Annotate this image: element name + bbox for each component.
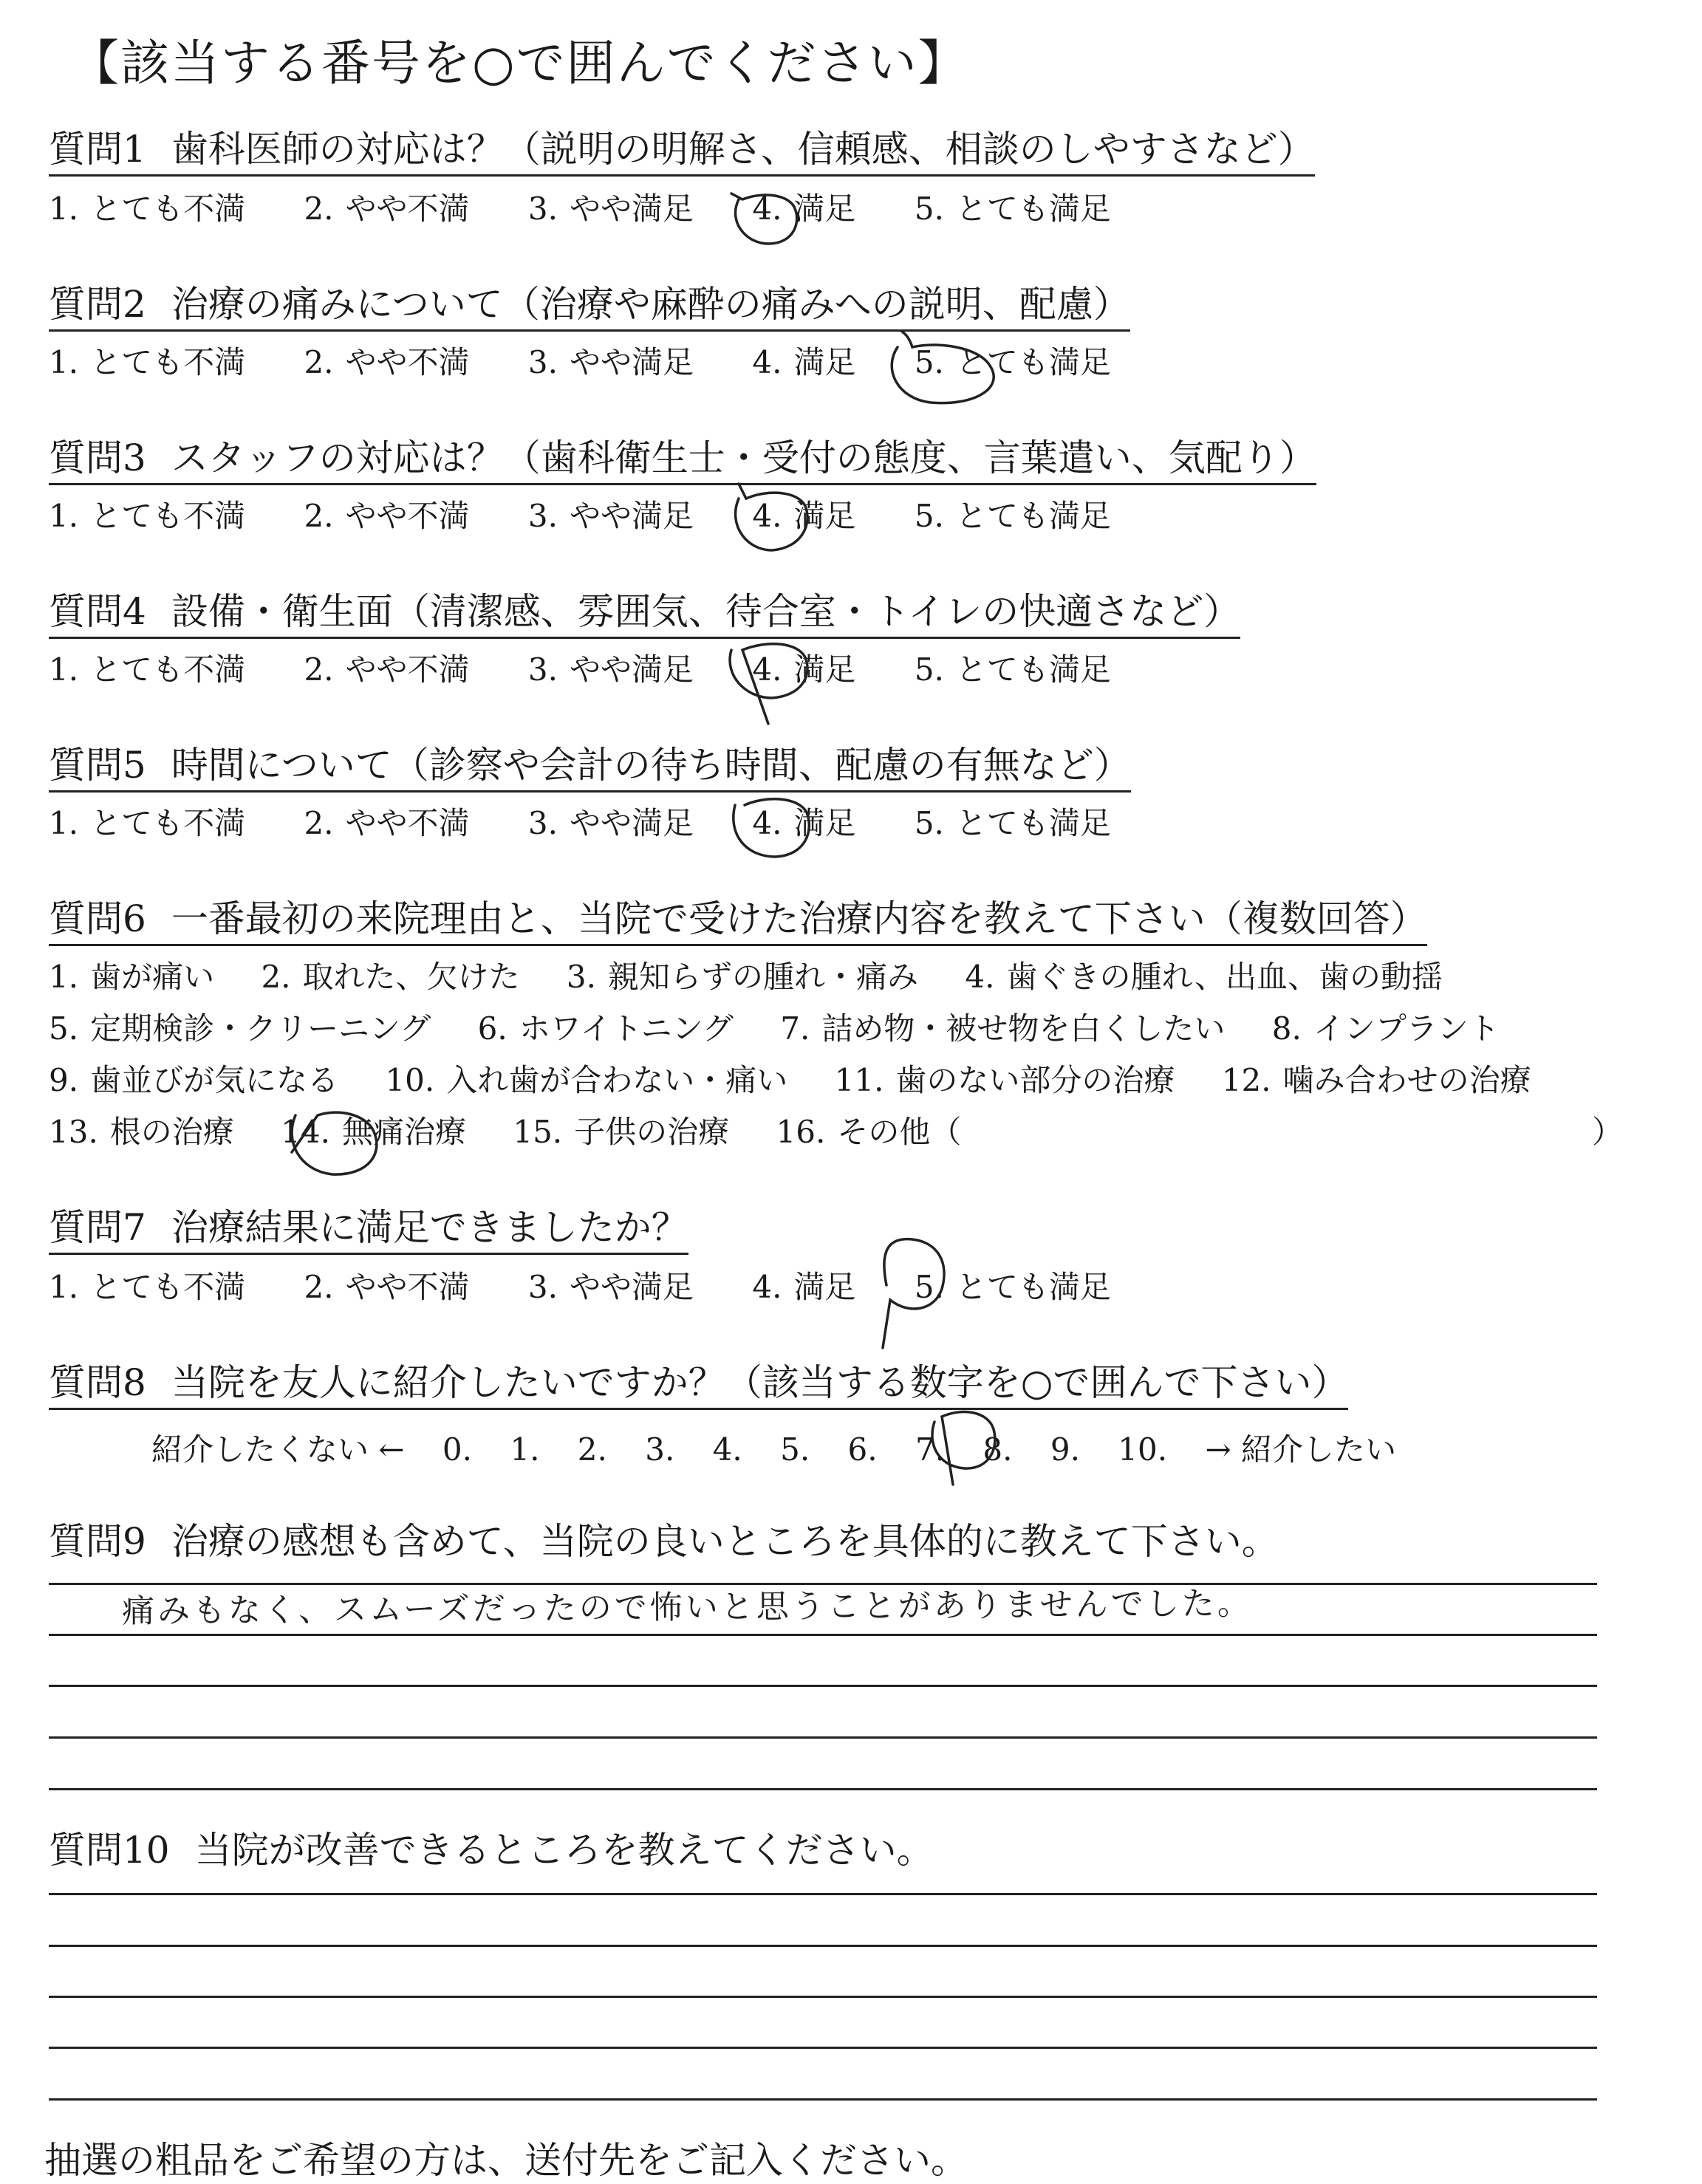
option-selected[interactable]: 4. 満足: [752, 191, 856, 227]
option[interactable]: 2. やや不満: [304, 498, 470, 534]
option[interactable]: 1. とても不満: [49, 344, 246, 380]
option[interactable]: 2. やや不満: [304, 805, 470, 841]
question-number: 質問6: [49, 897, 146, 940]
question-2-options: [49, 344, 1160, 380]
answer-line[interactable]: [49, 1945, 1597, 1947]
option[interactable]: 5. とても満足: [914, 191, 1111, 227]
question-number: 質問3: [49, 437, 146, 479]
answer-line[interactable]: [49, 2047, 1597, 2049]
option[interactable]: 6. ホワイトニング: [477, 1010, 734, 1047]
option-other[interactable]: 16. その他（: [776, 1114, 962, 1150]
answer-line[interactable]: [49, 1736, 1597, 1739]
handwritten-answer: 痛みもなく、スムーズだったので怖いと思うことがありませんでした。: [121, 1584, 1253, 1631]
option-selected[interactable]: 5. とても満足: [914, 1269, 1111, 1305]
option[interactable]: 4. 満足: [752, 1269, 856, 1305]
option[interactable]: 2. 取れた、欠けた: [261, 959, 520, 995]
scale-option[interactable]: 1.: [510, 1431, 540, 1468]
question-number: 質問4: [49, 590, 146, 633]
option[interactable]: 1. とても不満: [49, 1269, 246, 1305]
question-text: 当院が改善できるところを教えてください。: [194, 1829, 934, 1872]
option[interactable]: 5. とても満足: [914, 651, 1111, 688]
answer-line[interactable]: [49, 1996, 1597, 1998]
option[interactable]: 7. 詰め物・被せ物を白くしたい: [780, 1010, 1226, 1047]
question-5-options: [49, 805, 1160, 841]
question-6-options-row-3: [49, 1062, 1568, 1098]
option[interactable]: 15. 子供の治療: [513, 1114, 730, 1150]
scale-option[interactable]: 4.: [712, 1431, 742, 1468]
other-close-paren: ）: [1592, 1114, 1624, 1150]
option[interactable]: 3. やや満足: [527, 344, 694, 380]
question-number: 質問9: [49, 1520, 146, 1563]
question-5-heading: [49, 745, 1131, 793]
option[interactable]: 4. 満足: [752, 344, 856, 380]
question-1-options: [49, 191, 1160, 227]
scale-option[interactable]: 10.: [1118, 1431, 1168, 1468]
question-text: 治療の感想も含めて、当院の良いところを具体的に教えて下さい。: [171, 1520, 1279, 1563]
question-text: 時間について（診察や会計の待ち時間、配慮の有無など）: [171, 744, 1131, 787]
option[interactable]: 13. 根の治療: [49, 1114, 234, 1150]
option[interactable]: 12. 噛み合わせの治療: [1221, 1062, 1531, 1098]
option[interactable]: 1. とても不満: [49, 805, 246, 841]
footer-note: 抽選の粗品をご希望の方は、送付先をご記入ください。: [44, 2139, 968, 2182]
question-number: 質問10: [49, 1829, 170, 1872]
scale-option[interactable]: 0.: [442, 1431, 472, 1468]
option[interactable]: 2. やや不満: [304, 344, 470, 380]
question-text: 一番最初の来院理由と、当院で受けた治療内容を教えて下さい（複数回答）: [171, 897, 1427, 940]
scale-option[interactable]: 2.: [577, 1431, 607, 1468]
question-6-heading: [49, 899, 1427, 946]
question-text: 治療結果に満足できましたか？: [171, 1206, 688, 1249]
option[interactable]: 3. やや満足: [527, 191, 694, 227]
page-title: 【該当する番号を○で囲んでください】: [70, 35, 968, 92]
answer-line[interactable]: [49, 1893, 1597, 1895]
question-text: 治療の痛みについて（治療や麻酔の痛みへの説明、配慮）: [171, 283, 1130, 326]
option[interactable]: 3. やや満足: [527, 651, 694, 688]
answer-line[interactable]: [49, 1685, 1597, 1687]
question-number: 質問7: [49, 1206, 146, 1249]
option[interactable]: 2. やや不満: [304, 1269, 470, 1305]
option[interactable]: 3. やや満足: [527, 1269, 694, 1305]
question-6-options-row-2: [49, 1010, 1537, 1047]
option[interactable]: 5. とても満足: [914, 498, 1111, 534]
option[interactable]: 9. 歯並びが気になる: [49, 1062, 339, 1098]
option[interactable]: 11. 歯のない部分の治療: [834, 1062, 1175, 1098]
scale-option[interactable]: 3.: [645, 1431, 675, 1468]
question-6-options-row-1: [49, 959, 1480, 995]
option[interactable]: 2. やや不満: [304, 191, 470, 227]
answer-line[interactable]: [49, 1634, 1597, 1636]
scale-option[interactable]: 6.: [847, 1431, 878, 1468]
question-text: 当院を友人に紹介したいですか？（該当する数字を○で囲んで下さい）: [171, 1361, 1349, 1404]
option-selected[interactable]: 14. 無痛治療: [281, 1114, 466, 1150]
scale-option[interactable]: 8.: [982, 1431, 1013, 1468]
option[interactable]: 10. 入れ歯が合わない・痛い: [385, 1062, 788, 1098]
question-3-options: [49, 498, 1160, 534]
scale-option[interactable]: 5.: [780, 1431, 810, 1468]
option-selected[interactable]: 4. 満足: [752, 498, 856, 534]
question-number: 質問2: [49, 283, 146, 326]
option-selected[interactable]: 4. 満足: [752, 805, 856, 841]
option[interactable]: 5. とても満足: [914, 805, 1111, 841]
question-9-heading: [49, 1521, 1279, 1567]
option[interactable]: 3. 親知らずの腫れ・痛み: [566, 959, 918, 995]
question-number: 質問1: [49, 128, 146, 171]
question-2-heading: [49, 284, 1130, 332]
option[interactable]: 2. やや不満: [304, 651, 470, 688]
option[interactable]: 5. 定期検診・クリーニング: [49, 1010, 431, 1047]
question-6-options-row-4: [49, 1114, 998, 1150]
answer-line[interactable]: [49, 2098, 1597, 2101]
option[interactable]: 1. とても不満: [49, 651, 246, 688]
question-7-options: [49, 1269, 1160, 1305]
question-7-heading: [49, 1208, 688, 1255]
question-text: スタッフの対応は？（歯科衛生士・受付の態度、言葉遣い、気配り）: [171, 437, 1316, 479]
option[interactable]: 1. とても不満: [49, 498, 246, 534]
question-text: 設備・衛生面（清潔感、雰囲気、待合室・トイレの快適さなど）: [171, 590, 1241, 633]
question-1-heading: [49, 129, 1315, 177]
question-number: 質問5: [49, 744, 146, 787]
scale-left-label: 紹介したくない ←: [151, 1431, 405, 1468]
scale-right-label: → 紹介したい: [1205, 1431, 1396, 1468]
question-4-heading: [49, 592, 1240, 639]
option[interactable]: 3. やや満足: [527, 805, 694, 841]
option[interactable]: 1. 歯が痛い: [49, 959, 215, 995]
option[interactable]: 8. インプラント: [1271, 1010, 1500, 1047]
option-selected[interactable]: 4. 満足: [752, 651, 856, 688]
option[interactable]: 1. とても不満: [49, 191, 246, 227]
question-text: 歯科医師の対応は？（説明の明解さ、信頼感、相談のしやすさなど）: [171, 128, 1315, 171]
option-selected[interactable]: 5. とても満足: [914, 344, 1111, 380]
question-10-heading: [49, 1830, 934, 1875]
scale-option[interactable]: 9.: [1050, 1431, 1080, 1468]
question-8-heading: [49, 1363, 1348, 1410]
question-8-scale: [151, 1425, 1424, 1470]
question-3-heading: [49, 438, 1316, 485]
question-4-options: [49, 651, 1160, 688]
question-number: 質問8: [49, 1361, 146, 1404]
option[interactable]: 3. やや満足: [527, 498, 694, 534]
answer-line[interactable]: [49, 1788, 1597, 1790]
option[interactable]: 4. 歯ぐきの腫れ、出血、歯の動揺: [965, 959, 1443, 995]
scale-option-selected[interactable]: 7.: [915, 1431, 946, 1468]
